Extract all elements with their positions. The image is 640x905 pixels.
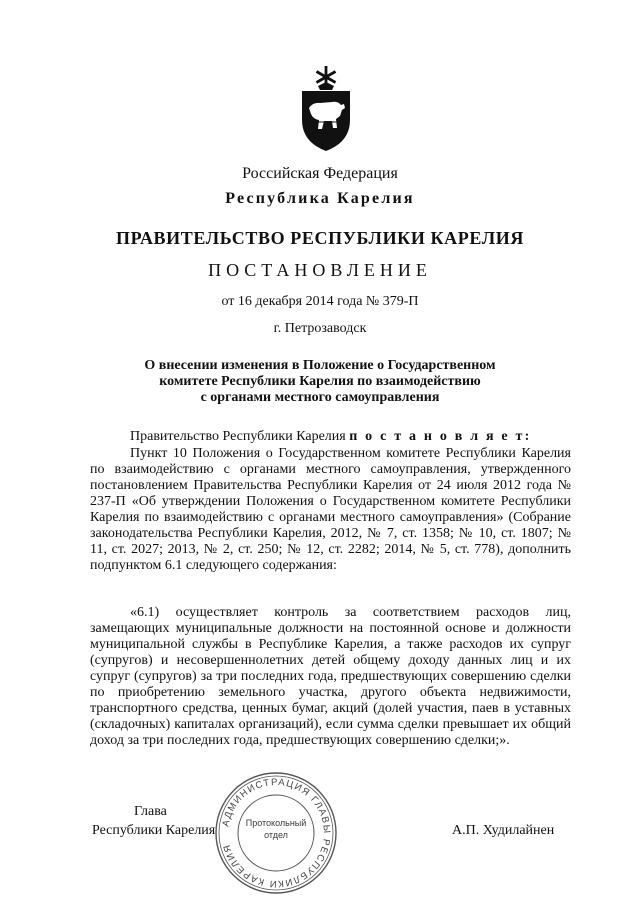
signatory-title: Глава: [134, 804, 167, 819]
body-paragraph-1: Пункт 10 Положения о Государственном комитете Республики Карелия по взаимодействию с органами местного самоуправления, утвержденного постановлением Правительства Республики Карелия от 24 июля 2012 года № 237-П «Об утверждении Положения о Государственном комитете Республики Карелия по взаимодействию с органами местного самоуправления» (Собрание законодательства Республики Карелия, 2012, № 7, ст. 1358; № 10, ст. 1807; № 11, ст. 2027; 2013, № 2, ст. 250; № 12, ст. 2282; 2014, № 5, ст. 778), дополнить подпунктом 6.1 следующего содержания:: [90, 446, 571, 573]
coat-of-arms-emblem: [296, 64, 356, 154]
subject-line: О внесении изменения в Положение о Государственном: [144, 358, 496, 373]
decree-dateline: от 16 декабря 2014 года № 379-П: [221, 294, 419, 309]
city-name: г. Петрозаводск: [273, 321, 367, 336]
subject-line: комитете Республики Карелия по взаимодействию: [159, 374, 481, 389]
document-type: ПОСТАНОВЛЕНИЕ: [208, 260, 432, 280]
signatory-name: А.П. Худилайнен: [452, 823, 555, 838]
intro-prefix: Правительство Республики Карелия: [130, 429, 350, 444]
republic-name: Республика Карелия: [225, 190, 415, 207]
subject-line: с органами местного самоуправления: [200, 390, 440, 405]
stamp-center-line1: Протокольный: [245, 818, 307, 828]
country-name: Российская Федерация: [242, 165, 398, 182]
signatory-subtitle: Республики Карелия: [92, 823, 216, 838]
stamp-ring-text: АДМИНИСТРАЦИЯ ГЛАВЫ РЕСПУБЛИКИ КАРЕЛИЯ: [220, 776, 333, 890]
government-title: ПРАВИТЕЛЬСТВО РЕСПУБЛИКИ КАРЕЛИЯ: [116, 228, 524, 248]
stamp-center-line2: отдел: [264, 830, 288, 840]
decree-subject: [0, 358, 640, 406]
star-icon: [316, 66, 336, 90]
resolution-intro: [90, 429, 571, 445]
body-paragraph-2: «6.1) осуществляет контроль за соответствием расходов лиц, замещающих муниципальные должности на постоянной основе и должности муниципальной службы в Республике Карелия, а также расходов их супруг (супругов) и несовершеннолетних детей общему доходу данных лиц и их супруг (супругов) за три последних года, предшествующих совершению сделки по приобретению земельного участка, другого объекта недвижимости, транспортного средства, ценных бумаг, акций (долей участия, паев в уставных (складочных) капиталах организаций), если сумма сделки превышает их общий доход за три последних года, предшествующих совершению сделки;».: [90, 605, 571, 748]
intro-verb: п о с т а н о в л я е т:: [349, 429, 532, 444]
official-stamp: [213, 770, 339, 896]
